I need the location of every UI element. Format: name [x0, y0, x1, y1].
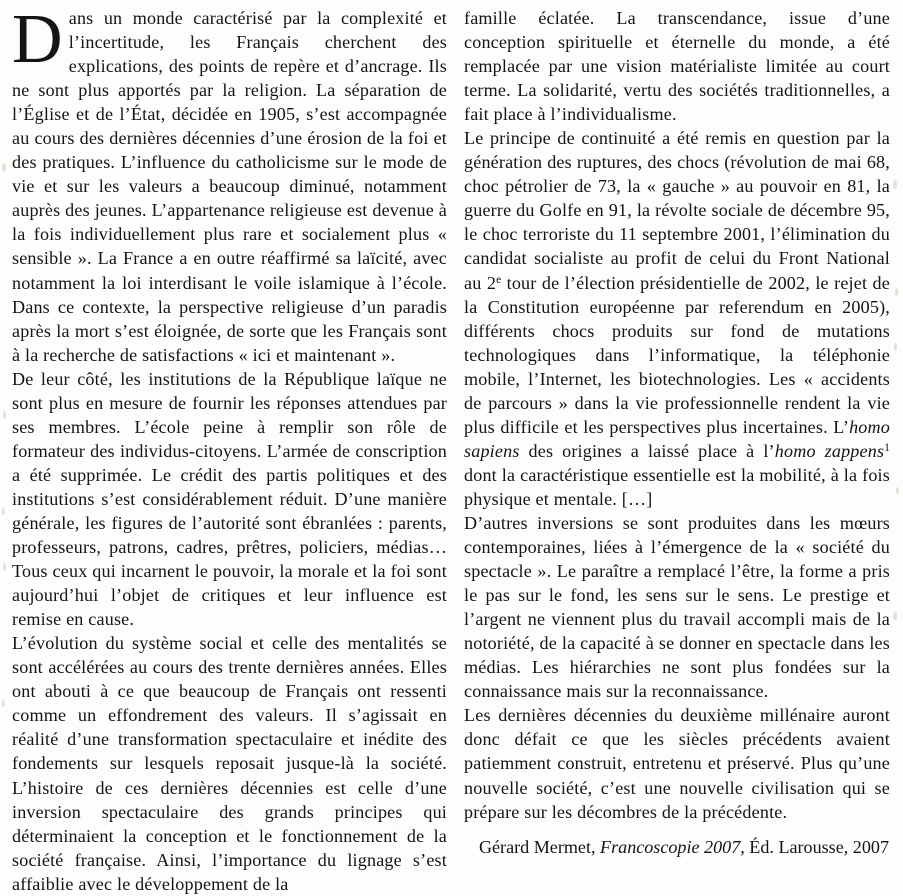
paragraph-4: [464, 126, 890, 511]
italic-homo-zappens: homo zappens: [774, 440, 885, 461]
p4-segment-text-4: dont la caractéristique essentielle est la mobilité, à la fois physique et mentale. […]: [464, 464, 890, 509]
scan-speckle: [894, 343, 897, 351]
source-attribution: [464, 835, 890, 859]
attribution-work-title: Francoscopie 2007: [600, 836, 741, 857]
ordinal-superscript: e: [496, 273, 502, 286]
scan-speckle: [2, 508, 5, 515]
right-column: [464, 6, 890, 859]
attribution-author: Gérard Mermet,: [478, 836, 596, 857]
paragraph-3: L’évolution du système social et celle des mentalités se sont accélérées au cours des trente dernières années. Elles ont abouti à ce que beaucoup de Français ont ressenti comme un effondrement des valeurs. Il s’agissait en réalité d’une transformation spectaculaire et inédite des fondements sur lesquels reposait jusque-là la société. L’histoire de ces dernières décennies est celle d’une inversion spectaculaire des grands principes qui déterminaient la conception et le fonctionnement de la société française. Ainsi, l’importance du lignage s’est affaiblie avec le développement de la: [12, 633, 447, 894]
italic-homo-sapiens: homo sapiens: [464, 416, 890, 461]
scan-speckle: [3, 411, 6, 419]
two-column-layout: [12, 1, 890, 894]
scan-speckle: [2, 700, 5, 707]
paragraph-5: D’autres inversions se sont produites dans les mœurs contemporaines, liées à l’émergence de la « société du spectacle ». Le paraître a remplacé l’être, la forme a pris le pas sur le fond, les sens sur le sens. Le prestige et l’argent ne viennent plus du travail accompli mais de la notoriété, de la capacité à se donner en spectacle dans les médias. Les hiérarchies ne sont plus fondées sur la connaissance mais sur la reconnaissance.: [464, 512, 890, 702]
scan-speckle: [893, 612, 897, 620]
scan-speckle: [3, 563, 6, 571]
scan-speckle: [896, 487, 899, 494]
paragraph-2: De leur côté, les institutions de la République laïque ne sont plus en mesure de fournir les réponses attendues par ses membres. L’école peine à remplir son rôle de formateur des individus-citoyens. L’armée de conscription a été supprimée. Le crédit des partis politiques et des institutions s’est considérablement réduit. D’une manière générale, les figures de l’autorité sont ébranlées : parents, professeurs, patrons, cadres, prêtres, policiers, médias… Tous ceux qui incarnent le pouvoir, la morale et la foi sont aujourd’hui l’objet de critiques et leur influence est remise en cause.: [12, 368, 447, 630]
p4-segment-text-2: tour de l’élection présidentielle de 2002, le rejet de la Constitution européenne par referendum en 2005), différents chocs produits sur fond de mutations technologiques dans l’informatique, la téléphonie mobile, l’Internet, les biotechnologies. Les « accidents de parcours » dans la vie professionnelle rendent la vie plus difficile et les perspectives plus incertaines. L’: [464, 272, 890, 437]
attribution-publisher: , Éd. Larousse, 2007: [740, 836, 889, 857]
paragraph-1: Dans un monde caractérisé par la complexité et l’incertitude, les Français cherchent des explications, des points de repère et d’ancrage. Ils ne sont plus apportés par la religion. La séparation de l’Église et de l’État, décidée en 1905, s’est accompagnée au cours des dernières décennies d’une érosion de la foi et des pratiques. L’influence du catholicisme sur le mode de vie et sur les valeurs a beaucoup diminué, notamment auprès des jeunes. L’appartenance religieuse est devenue à la fois individuellement plus rare et socialement plus « sensible ». La France a en outre réaffirmé sa laïcité, avec notamment la loi interdisant le voile islamique à l’école. Dans ce contexte, la perspective religieuse d’un paradis après la mort s’est éloignée, de sorte que les Français sont à la recherche de satisfactions « ici et maintenant ».: [12, 1, 447, 365]
scan-speckle: [893, 180, 897, 189]
p4-segment-text-1: Le principe de continuité a été remis en question par la génération des ruptures, des chocs (révolution de mai 68, choc pétrolier de 73, la « gauche » au pouvoir en 81, la guerre du Golfe en 91, la révolte sociale de décembre 95, le choc terroriste du 11 septembre 2001, l’élimination du candidat socialiste au profit de celui du Front National au: [464, 128, 890, 293]
p4-segment-text-3: des origines a laissé place à l’: [519, 440, 775, 461]
scan-speckle: [2, 163, 6, 172]
p4-ordinal-number: 2: [486, 272, 497, 293]
scan-speckle: [895, 288, 898, 296]
paragraph-6: Les dernières décennies du deuxième millénaire auront donc défait ce que les siècles précédents avaient patiemment construit, entretenu et préservé. Plus qu’une nouvelle société, c’est une nouvelle civilisation qui se prépare sur les décombres de la précédente.: [464, 705, 890, 822]
footnote-marker-superscript: 1: [884, 442, 890, 455]
paragraph-3-continuation: famille éclatée. La transcendance, issue d’une conception spirituelle et éternelle du monde, a été remplacée par une vision matérialiste limitée au court terme. La solidarité, vertu des sociétés traditionnelles, a fait place à l’individualisme.: [464, 8, 890, 125]
left-column: [12, 1, 447, 896]
